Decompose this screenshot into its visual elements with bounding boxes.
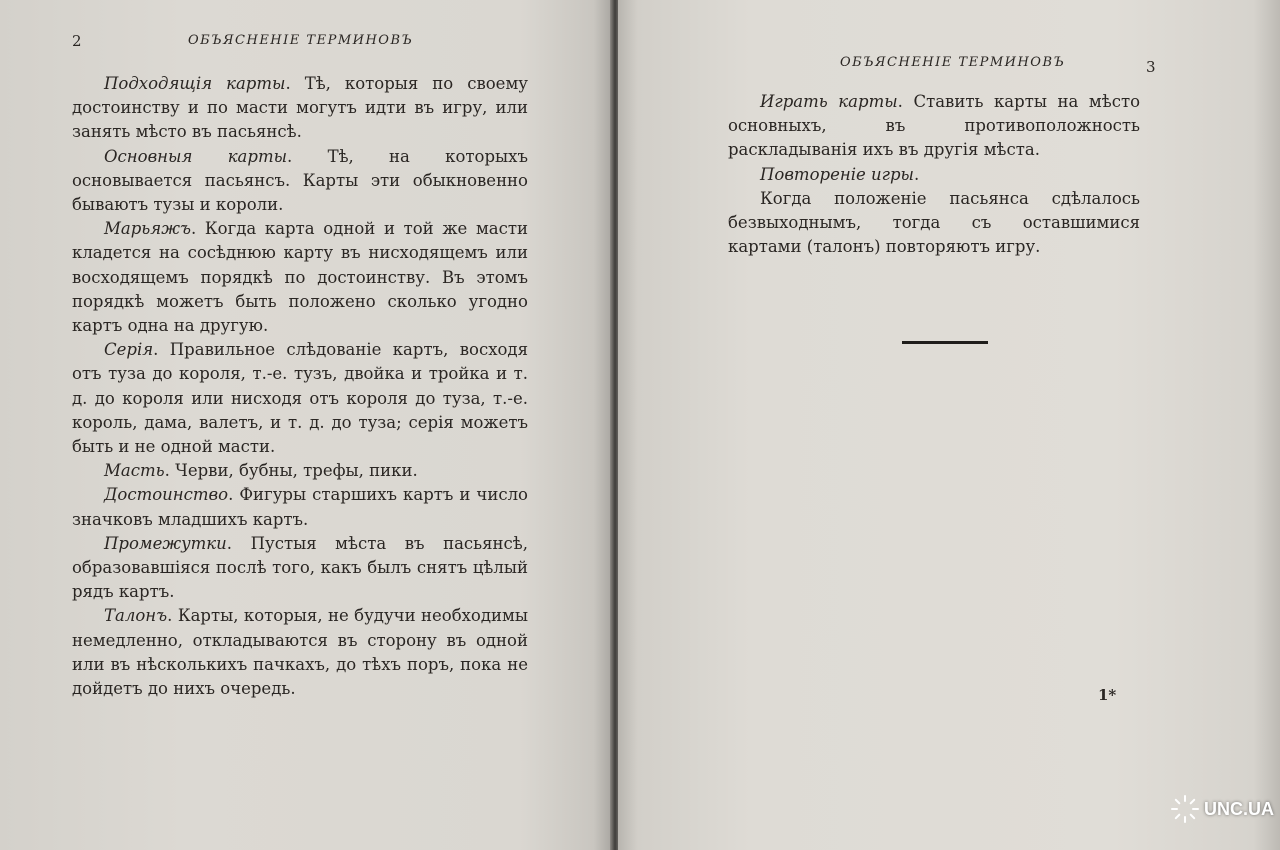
term-label: Талонъ — [104, 606, 168, 626]
term-label: Играть карты — [760, 92, 898, 111]
term-label: Марьяжъ — [104, 219, 191, 239]
term-entry — [728, 163, 1140, 187]
term-definition: . — [913, 164, 920, 184]
term-label: Повторенiе игры — [760, 164, 914, 184]
watermark-text: UNC.UA — [1204, 798, 1274, 819]
term-definition: . Карты, которыя, не будучи необходимы немедленно, откладываются въ сторону въ одной или въ нѣсколькихъ пачкахъ, до тѣхъ поръ, пока не дойдетъ до нихъ очередь. — [72, 606, 528, 699]
term-entry — [72, 72, 528, 145]
page-number-right: 3 — [1146, 58, 1156, 76]
running-head-left: ОБЪЯСНЕНIЕ ТЕРМИНОВЪ — [188, 33, 414, 48]
right-text-block — [728, 90, 1140, 259]
term-entry — [72, 217, 528, 338]
term-definition: . Фигуры старшихъ картъ и число значковъ младшихъ картъ. — [72, 485, 528, 529]
term-entry — [72, 338, 528, 459]
term-entry — [728, 90, 1140, 163]
term-entry — [72, 145, 528, 218]
term-label: Достоинство — [104, 485, 229, 505]
right-page — [618, 0, 1280, 850]
term-definition: . Когда карта одной и той же масти кладется на сосѣднюю карту въ нисходящемъ или восходящемъ порядкѣ по достоинству. Въ этомъ порядкѣ можетъ быть положено сколько угодно картъ одна на другую. — [72, 219, 528, 336]
sun-icon — [1170, 794, 1200, 824]
term-definition: . Тѣ, которыя по своему достоинству и по масти могутъ идти въ игру, или занять мѣсто въ пасьянсѣ. — [72, 74, 528, 142]
term-label: Промежутки — [104, 533, 227, 553]
term-definition: Когда положенiе пасьянса сдѣлалось безвыходнымъ, тогда съ оставшимися картами (талонъ) повторяютъ игру. — [728, 188, 1140, 257]
page-number-left: 2 — [72, 32, 82, 50]
left-text-block — [72, 72, 528, 701]
running-head-right: ОБЪЯСНЕНIЕ ТЕРМИНОВЪ — [840, 55, 1066, 70]
watermark — [1170, 794, 1274, 824]
term-definition: . Пустыя мѣста въ пасьянсѣ, образовавшiяся послѣ того, какъ былъ снятъ цѣлый рядъ картъ. — [72, 533, 528, 602]
term-label: Серiя — [104, 340, 154, 360]
left-page — [0, 0, 612, 850]
section-divider — [902, 341, 988, 344]
signature-mark: 1* — [1098, 686, 1117, 704]
term-entry — [72, 459, 528, 483]
term-definition: . Ставить карты на мѣсто основныхъ, въ противоположность раскладыванiя ихъ въ другiя мѣста. — [728, 92, 1141, 160]
term-definition: . Черви, бубны, трефы, пики. — [164, 461, 418, 481]
term-entry — [728, 187, 1140, 260]
term-label: Основныя карты — [104, 146, 288, 166]
term-label: Масть — [104, 461, 165, 481]
term-label: Подходящiя карты — [104, 74, 286, 93]
term-entry — [72, 604, 528, 701]
term-entry — [72, 483, 528, 531]
term-definition: . Правильное слѣдованiе картъ, восходя отъ туза до короля, т.-е. тузъ, двойка и тройка и т. д. до короля или нисходя отъ короля до туза, т.-е. король, дама, валетъ, и т. д. до туза; серiя можетъ быть и не одной масти. — [72, 340, 528, 457]
term-definition: . Тѣ, на которыхъ основывается пасьянсъ. Карты эти обыкновенно бываютъ тузы и короли. — [72, 146, 528, 215]
term-entry — [72, 532, 528, 605]
